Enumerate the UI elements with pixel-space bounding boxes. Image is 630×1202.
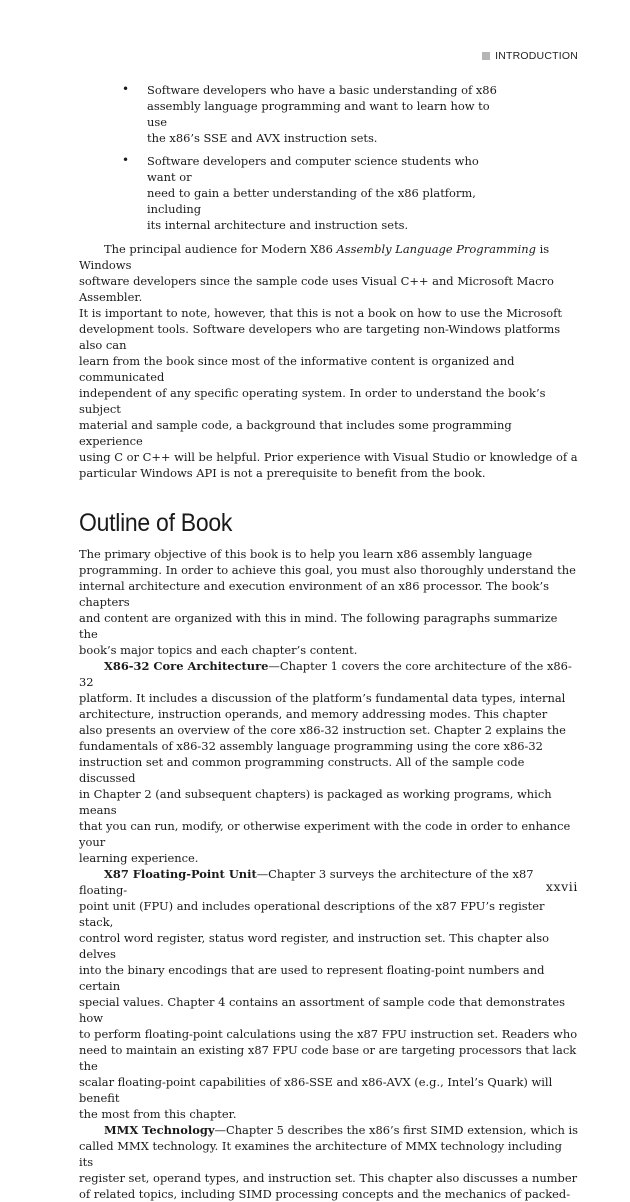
line: the most from this chapter. xyxy=(79,1107,237,1121)
line: register set, operand types, and instruction set. This chapter also discusses a number xyxy=(79,1171,578,1185)
line: —Chapter 5 describes the x86’s first SIMD extension, which is xyxy=(214,1123,578,1137)
section-heading: Outline of Book xyxy=(79,509,233,537)
topic-title: MMX Technology xyxy=(104,1123,215,1137)
line: platform. It includes a discussion of the platform’s fundamental data types, internal xyxy=(79,691,566,705)
line: assembly language programming and want to learn how to use xyxy=(147,99,490,129)
line: point unit (FPU) and includes operational descriptions of the x87 FPU’s register stack, xyxy=(79,899,545,929)
line: internal architecture and execution environment of an x86 processor. The book’s chapters xyxy=(79,579,549,609)
line: programming. In order to achieve this goal, you must also thoroughly understand the xyxy=(79,563,576,577)
line: of related topics, including SIMD processing concepts and the mechanics of packed- xyxy=(79,1187,571,1201)
line: called MMX technology. It examines the architecture of MMX technology including its xyxy=(79,1139,562,1169)
line: using C or C++ will be helpful. Prior experience with Visual Studio or knowledge of a xyxy=(79,450,578,464)
line: fundamentals of x86-32 assembly language programming using the core x86-32 xyxy=(79,739,543,753)
outline-intro-paragraph xyxy=(79,546,578,658)
line: —Chapter 3 surveys the architecture of the x87 floating- xyxy=(79,867,534,897)
line: book’s major topics and each chapter’s content. xyxy=(79,643,358,657)
bullet-marker: • xyxy=(122,82,130,96)
line: control word register, status word register, and instruction set. This chapter also delves xyxy=(79,931,550,961)
line: that you can run, modify, or otherwise experiment with the code in order to enhance your xyxy=(79,819,571,849)
line: development tools. Software developers who are targeting non-Windows platforms also can xyxy=(79,322,561,352)
bullet-item xyxy=(79,153,497,233)
line: into the binary encodings that are used to represent floating-point numbers and certain xyxy=(79,963,545,993)
header-marker xyxy=(482,52,490,60)
text-run: The principal audience for Modern X86 xyxy=(104,242,337,256)
line: software developers since the sample code uses Visual C++ and Microsoft Macro Assembler. xyxy=(79,274,554,304)
audience-paragraph xyxy=(79,241,578,481)
topic-paragraph-x86-32 xyxy=(79,658,578,866)
bullet-text xyxy=(147,153,497,233)
topic-title: X87 Floating-Point Unit xyxy=(104,867,257,881)
topic-paragraph-mmx xyxy=(79,1122,578,1202)
line: independent of any specific operating system. In order to understand the book’s subject xyxy=(79,386,546,416)
book-title: Assembly Language Programming xyxy=(336,242,536,256)
audience-bullet-list xyxy=(79,82,578,233)
line: instruction set and common programming constructs. All of the sample code discussed xyxy=(79,755,525,785)
line: particular Windows API is not a prerequisite to benefit from the book. xyxy=(79,466,486,480)
line: the x86’s SSE and AVX instruction sets. xyxy=(147,131,378,145)
line: —Chapter 1 covers the core architecture of the x86-32 xyxy=(79,659,572,689)
line: special values. Chapter 4 contains an assortment of sample code that demonstrates how xyxy=(79,995,566,1025)
line: need to gain a better understanding of the x86 platform, including xyxy=(147,186,476,216)
line: learn from the book since most of the informative content is organized and communicated xyxy=(79,354,515,384)
running-header xyxy=(482,50,578,62)
page-number: xxvii xyxy=(545,879,578,894)
page-body xyxy=(79,82,578,1202)
line: Software developers and computer science students who want or xyxy=(147,154,479,184)
line: It is important to note, however, that this is not a book on how to use the Microsoft xyxy=(79,306,562,320)
line: Software developers who have a basic understanding of x86 xyxy=(147,83,497,97)
topic-paragraph-x87 xyxy=(79,866,578,1122)
line: learning experience. xyxy=(79,851,199,865)
line: and content are organized with this in mind. The following paragraphs summarize the xyxy=(79,611,558,641)
line: material and sample code, a background that includes some programming experience xyxy=(79,418,512,448)
line: in Chapter 2 (and subsequent chapters) is packaged as working programs, which means xyxy=(79,787,552,817)
line: The primary objective of this book is to help you learn x86 assembly language xyxy=(79,547,533,561)
line: scalar floating-point capabilities of x86-SSE and x86-AVX (e.g., Intel’s Quark) will benefit xyxy=(79,1075,553,1105)
line: its internal architecture and instruction sets. xyxy=(147,218,409,232)
line: is Windows xyxy=(79,242,550,272)
topic-title: X86-32 Core Architecture xyxy=(104,659,269,673)
bullet-marker: • xyxy=(122,153,130,167)
line: to perform floating-point calculations using the x87 FPU instruction set. Readers who xyxy=(79,1027,578,1041)
line: need to maintain an existing x87 FPU code base or are targeting processors that lack the xyxy=(79,1043,577,1073)
bullet-text xyxy=(147,82,497,146)
line: also presents an overview of the core x86-32 instruction set. Chapter 2 explains the xyxy=(79,723,566,737)
line: architecture, instruction operands, and memory addressing modes. This chapter xyxy=(79,707,548,721)
section-label: INTRODUCTION xyxy=(495,50,578,62)
bullet-item xyxy=(79,82,497,146)
